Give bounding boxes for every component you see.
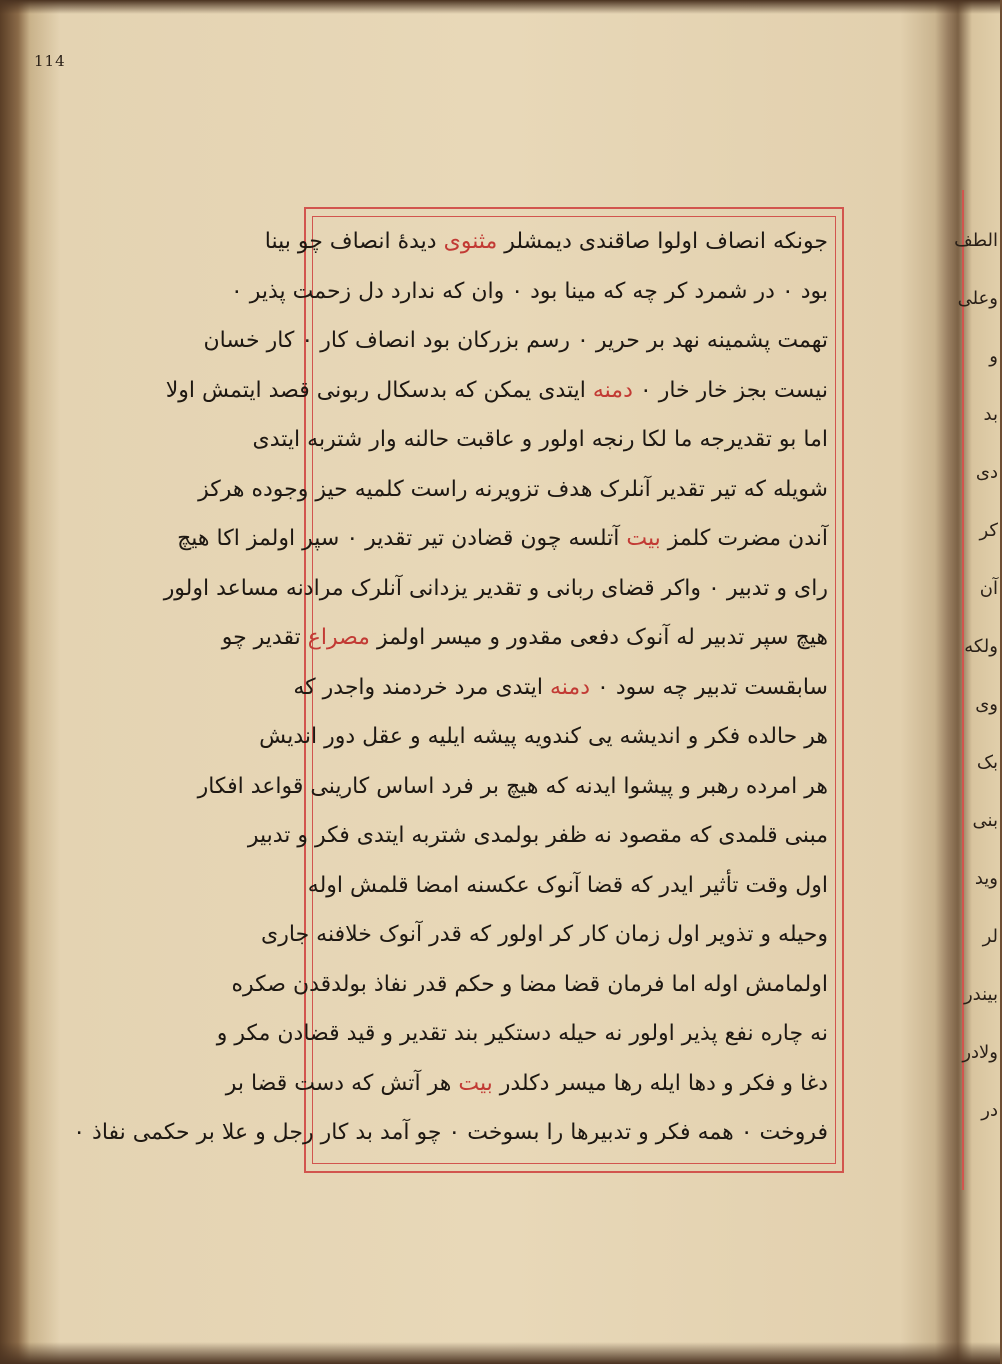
rubric-word: بیت — [626, 526, 661, 551]
text-line — [264, 220, 828, 264]
rubric-word: دمنه — [550, 674, 591, 700]
facing-page-fragment: بیندر — [963, 984, 998, 1005]
text-line — [197, 765, 828, 809]
text-run: هیچ سپر تدبیر له آنوک دفعی مقدور و میسر اولمز — [369, 625, 828, 650]
text-run: جونکه انصاف اولوا صاقندی دیمشلر — [504, 229, 828, 254]
rubric-word: دمنه — [592, 377, 633, 403]
facing-page-fragment: آن — [979, 578, 998, 599]
text-line — [247, 814, 828, 858]
facing-page-fragment: کر — [979, 520, 998, 541]
text-run: اولمامش اوله اما فرمان قضا مضا و حکم قدر نفاذ بولدقدن صکره — [231, 971, 828, 997]
text-run: آندن مضرت کلمز — [660, 526, 828, 551]
facing-page-fragment: دی — [975, 462, 998, 483]
text-line — [198, 468, 828, 512]
manuscript-text-block — [73, 220, 828, 1160]
text-run: ایتدی یمکن که بدسکال ربونی قصد ایتمش اولا — [165, 377, 593, 403]
text-run: شویله که تیر تقدیر آنلرک هدف تزویرنه راست کلمیه حیز وجوده هرکز — [198, 476, 828, 502]
text-run: هر حالده فکر و اندیشه یی کندویه پیشه ایلیه و عقل دور اندیش — [259, 724, 828, 749]
text-run: هر امرده رهبر و پیشوا ایدنه که هیچ بر فرد اساس کارینی قواعد افکار — [197, 773, 828, 799]
text-run: نیست بجز خار خار ۰ — [632, 377, 828, 403]
rubric-word: مصراع — [307, 625, 370, 650]
facing-page-fragment: در — [981, 1100, 998, 1121]
rubric-word: بیت — [458, 1070, 493, 1096]
text-run: ایتدی مرد خردمند واجدر که — [293, 674, 550, 700]
facing-page-fragment: الطف — [954, 230, 998, 251]
text-line — [216, 1012, 828, 1056]
text-line — [261, 913, 828, 957]
facing-page-fragment: لر — [982, 926, 998, 947]
rubric-word: مثنوی — [436, 229, 505, 254]
text-line — [259, 715, 828, 759]
facing-page-fragment: بد — [983, 404, 998, 425]
page-edge-bottom — [0, 1342, 1000, 1364]
text-line — [293, 666, 828, 710]
facing-page-fragment: بک — [976, 752, 998, 773]
text-line — [165, 369, 828, 413]
facing-page-fragment: و — [989, 346, 998, 367]
text-line — [203, 319, 828, 363]
folio-number: 114 — [34, 52, 66, 70]
facing-page-fragment: ولکه — [964, 636, 998, 657]
text-run: دغا و فکر و دها ایله رها میسر دکلدر — [492, 1070, 828, 1096]
text-line — [73, 1111, 828, 1155]
text-run: بود ۰ در شمرد کر چه که مینا بود ۰ وان که ندارد دل زحمت پذیر ۰ — [230, 278, 828, 304]
text-run: فروخت ۰ همه فکر و تدبیرها را بسوخت ۰ چو آمد بد کار رجل و علا بر حکمی نفاذ ۰ — [73, 1120, 828, 1145]
text-line — [231, 963, 828, 1007]
text-run: تهمت پشمینه نهد بر حریر ۰ رسم بزرکان بود انصاف کار ۰ کار خسان — [203, 328, 828, 353]
text-run: اول وقت تأثیر ایدر که قضا آنوک عکسنه امضا قلمش اوله — [307, 872, 828, 898]
text-run: تقدیر چو — [221, 625, 308, 650]
text-line — [163, 567, 828, 611]
facing-page-fragment: وی — [975, 694, 998, 715]
text-line — [225, 1062, 828, 1106]
text-line — [177, 517, 828, 561]
text-run: مبنی قلمدی که مقصود نه ظفر بولمدی شتربه ایتدی فکر و تدبیر — [247, 823, 828, 848]
page-edge-top — [0, 0, 1000, 14]
text-line — [230, 270, 828, 314]
text-line — [221, 616, 828, 660]
facing-page-fragment: وعلی — [957, 288, 998, 309]
text-run: وحیله و تذویر اول زمان کار کر اولور که قدر آنوک خلافنه جاری — [261, 922, 828, 947]
text-run: دیدۀ انصاف چو بینا — [264, 229, 437, 254]
facing-page-fragment: بنی — [972, 810, 998, 831]
text-run: اما بو تقدیرجه ما لکا رنجه اولور و عاقبت حالنه وار شتربه ایتدی — [252, 427, 828, 452]
facing-page-fragment: ولادر — [962, 1042, 998, 1063]
text-line — [252, 418, 828, 462]
facing-page-fragment: وید — [974, 868, 998, 889]
text-run: نه چاره نفع پذیر اولور نه حیله دستکیر بند تقدیر و قید قضادن مکر و — [216, 1021, 828, 1046]
text-run: آتلسه چون قضادن تیر تقدیر ۰ سپر اولمز اکا هیچ — [177, 526, 627, 551]
text-run: هر آتش که دست قضا بر — [225, 1070, 459, 1096]
text-run: سابقست تدبیر چه سود ۰ — [590, 674, 828, 700]
text-run: رای و تدبیر ۰ واکر قضای ربانی و تقدیر یزدانی آنلرک مرادنه مساعد اولور — [163, 575, 828, 601]
text-line — [307, 864, 828, 908]
facing-page-margin — [954, 190, 1002, 1190]
